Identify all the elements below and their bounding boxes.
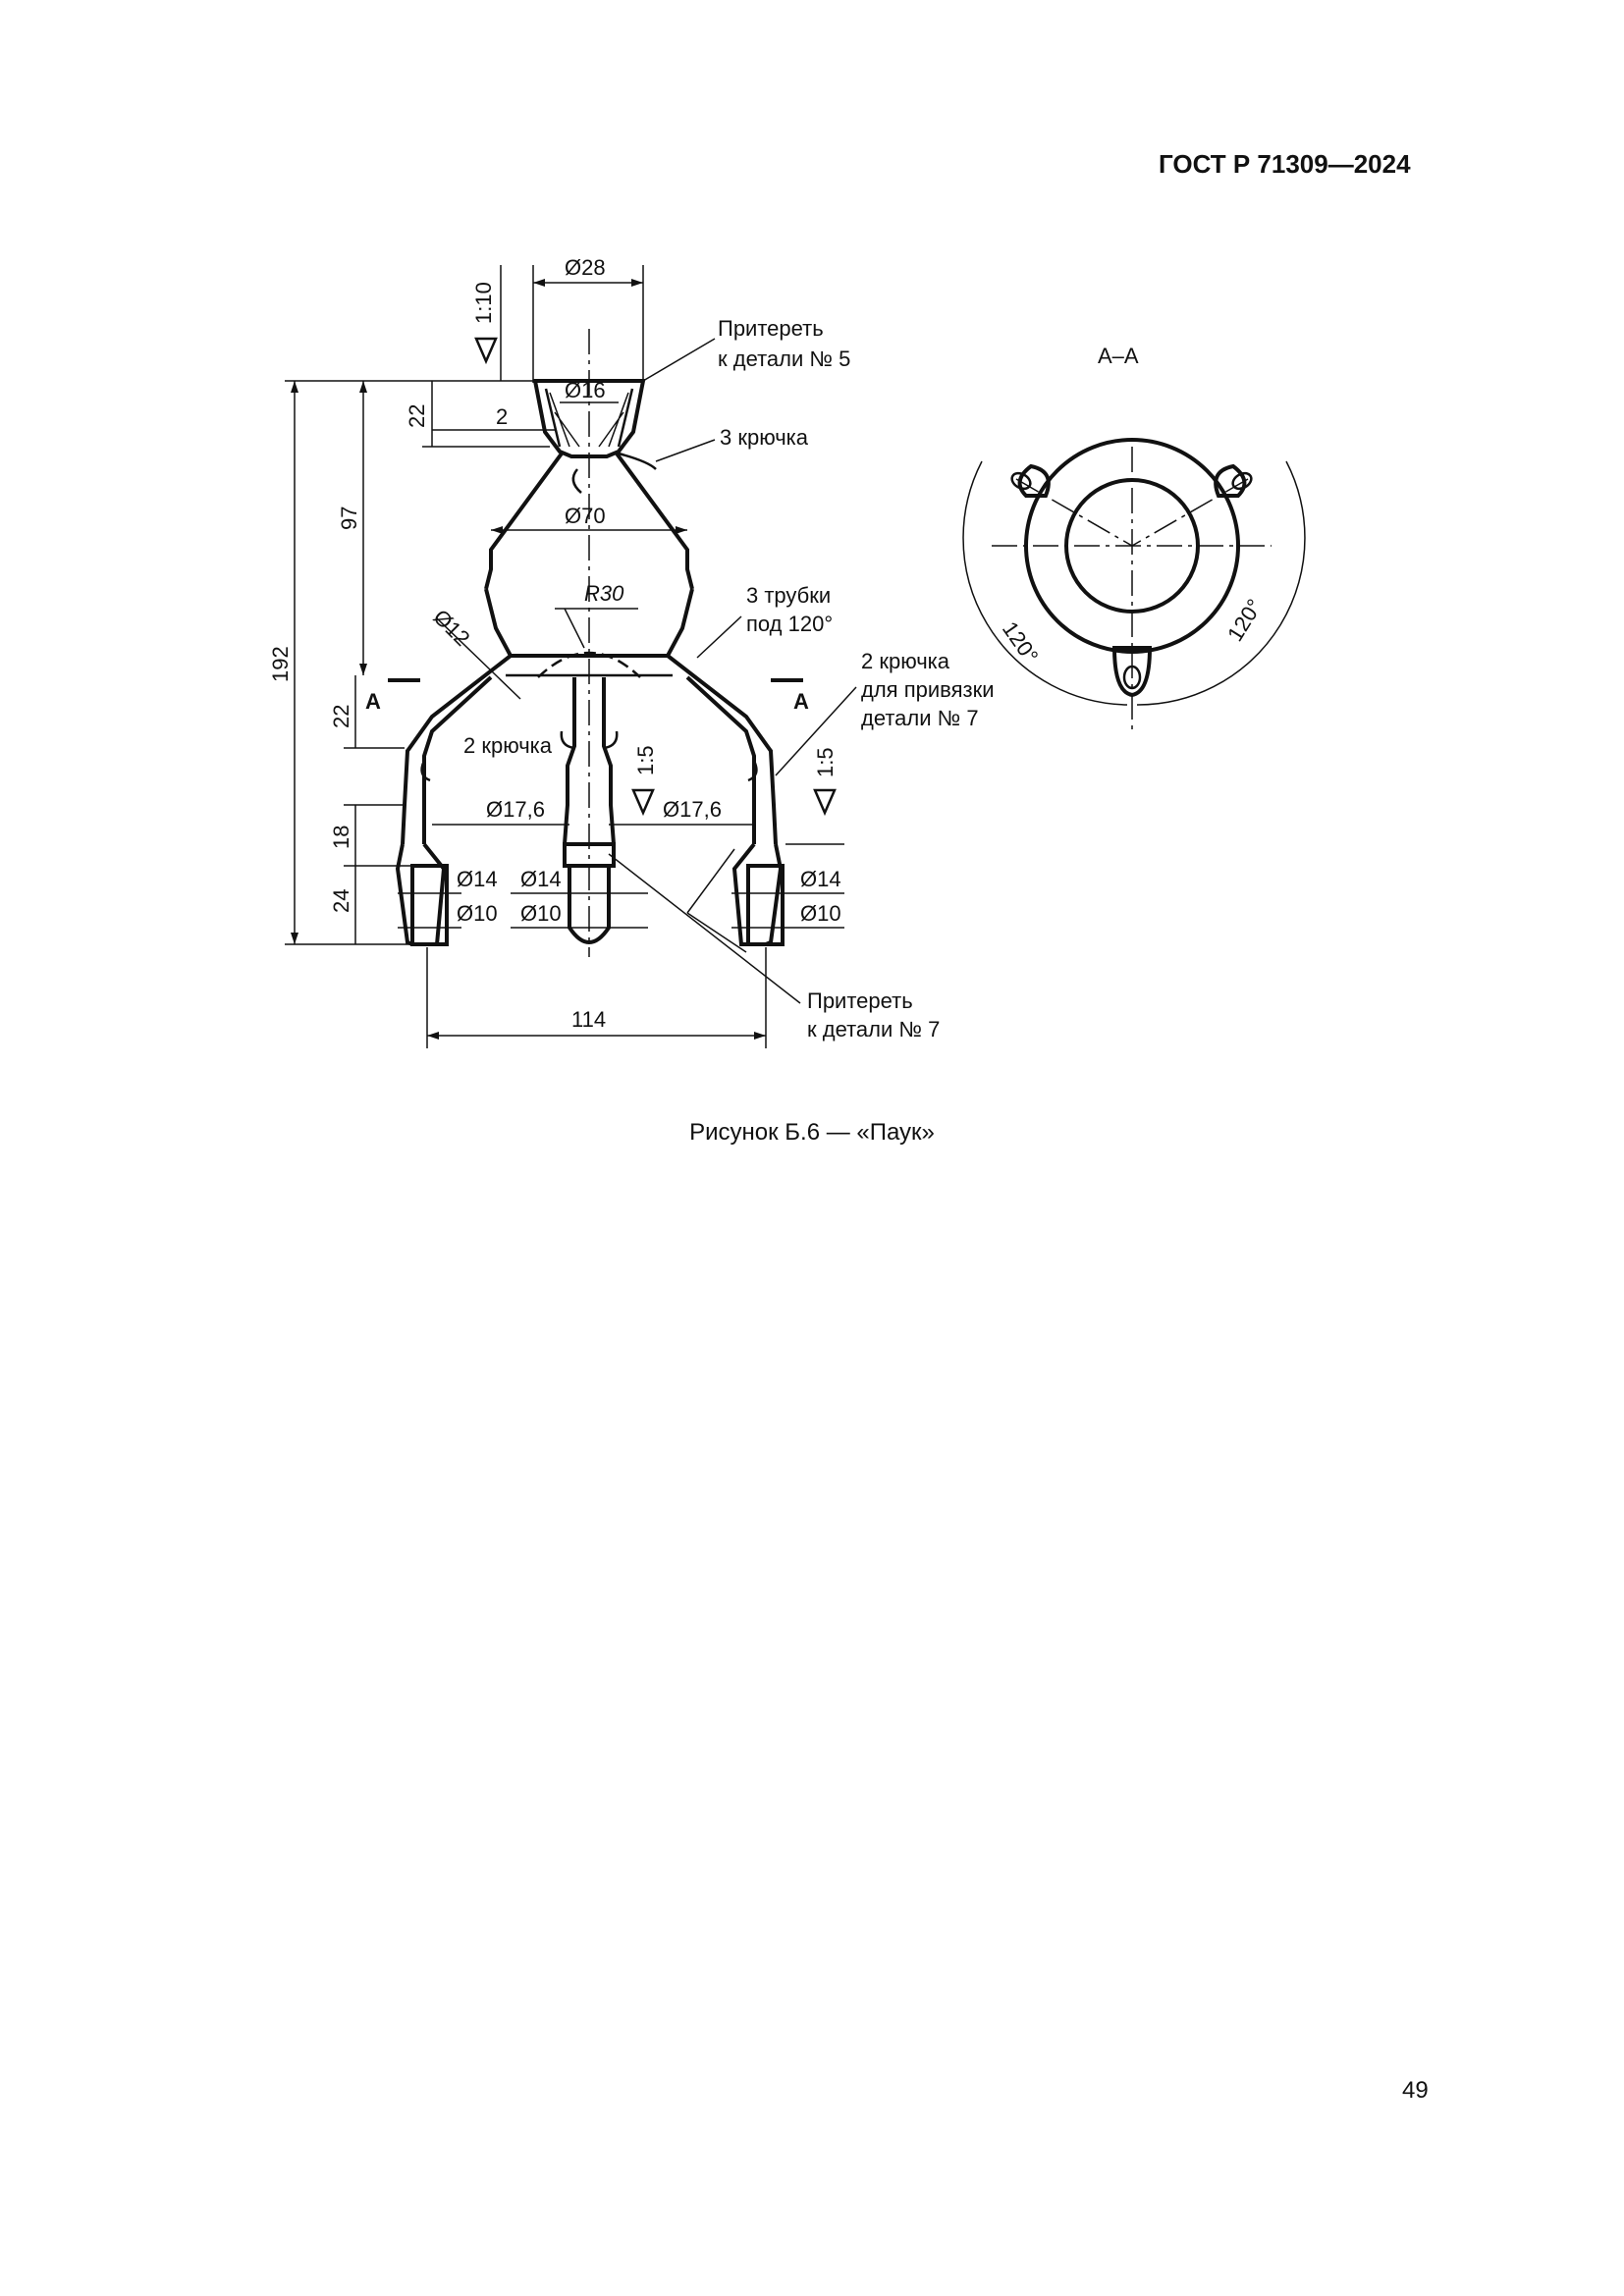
taper-symbol: [633, 790, 653, 813]
dim-d14-a: Ø14: [457, 867, 498, 891]
dim-d16: Ø16: [565, 378, 606, 402]
dim-d70: Ø70: [565, 504, 606, 528]
dim-d14-c: Ø14: [800, 867, 841, 891]
leader-r30: [565, 609, 584, 648]
angle-left: 120°: [997, 616, 1044, 668]
leader-grind5: [643, 339, 715, 381]
page-number: 49: [1402, 2077, 1429, 2104]
note-hooks2-right-line1: 2 крючка: [861, 649, 950, 673]
note-grind5-line1: Притереть: [718, 316, 824, 341]
cut-label-left: А: [365, 689, 381, 714]
leader-tubes: [697, 616, 741, 658]
taper-symbol: [476, 339, 496, 361]
dim-24: 24: [329, 888, 353, 913]
dim-d10-a: Ø10: [457, 901, 498, 926]
note-tubes-line2: под 120°: [746, 612, 834, 636]
dim-r30: R30: [584, 581, 624, 606]
dim-d28: Ø28: [565, 255, 606, 280]
dim-192: 192: [268, 646, 293, 682]
note-grind7-line2: к детали № 7: [807, 1017, 941, 1041]
angle-right: 120°: [1222, 594, 1268, 646]
left-tip-end: [412, 923, 447, 944]
taper-right: 1:5: [813, 747, 838, 777]
leader-grind7: [687, 849, 734, 913]
taper-top: 1:10: [471, 282, 496, 324]
note-hooks2-left: 2 крючка: [463, 733, 553, 758]
note-hooks2-right-line2: для привязки: [861, 677, 995, 702]
section-label: А–А: [1098, 344, 1139, 368]
left-tip-upper: [398, 844, 444, 944]
dim-22-top: 22: [405, 403, 429, 428]
dimensions: [268, 255, 844, 1048]
taper-symbol: [815, 790, 835, 813]
dim-d14-b: Ø14: [520, 867, 562, 891]
top-hook: [573, 469, 581, 493]
angle-arc-left: [963, 461, 1127, 705]
dim-d10-b: Ø10: [520, 901, 562, 926]
dim-2: 2: [496, 404, 509, 429]
lug-left: [1020, 466, 1049, 496]
right-tip-upper: [734, 844, 781, 944]
document-header: ГОСТ Р 71309—2024: [1159, 149, 1411, 179]
note-hooks2-right-line3: детали № 7: [861, 706, 979, 730]
dim-d17-6-left: Ø17,6: [486, 797, 545, 822]
taper-mid: 1:5: [633, 745, 658, 775]
dim-22-mid: 22: [329, 704, 353, 728]
leader-hooks3: [656, 440, 715, 461]
note-grind5-line2: к детали № 5: [718, 347, 851, 371]
dim-114: 114: [571, 1007, 607, 1032]
dim-d17-6-right: Ø17,6: [663, 797, 722, 822]
dim-97: 97: [337, 506, 361, 530]
note-tubes-line1: 3 трубки: [746, 583, 832, 608]
figure-caption: Рисунок Б.6 — «Паук»: [689, 1119, 935, 1146]
dim-d10-c: Ø10: [800, 901, 841, 926]
dim-18: 18: [329, 825, 353, 849]
lug-right-hole: [1230, 470, 1254, 492]
cut-label-right: А: [793, 689, 809, 714]
note-hooks3: 3 крючка: [720, 425, 809, 450]
angle-arc-right: [1137, 461, 1305, 705]
note-grind7-line1: Притереть: [807, 988, 913, 1013]
dim-d12: Ø12: [428, 604, 475, 651]
section-view: [963, 344, 1305, 734]
lug-right: [1216, 466, 1244, 496]
